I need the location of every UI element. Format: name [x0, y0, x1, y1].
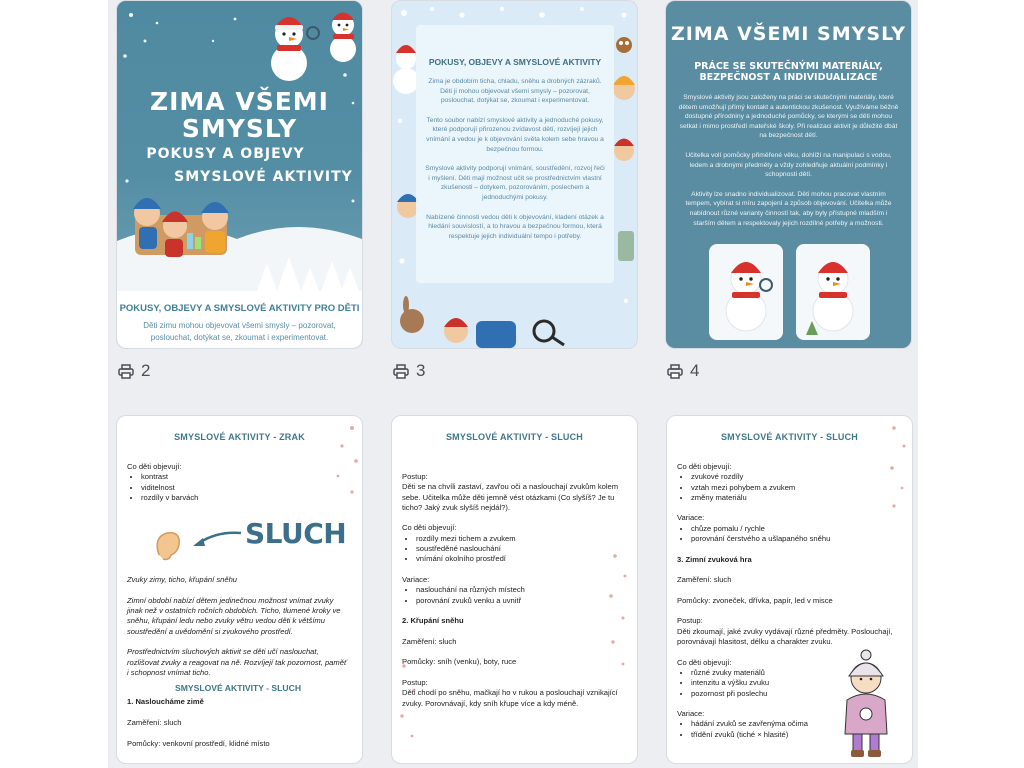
hearing-banner	[127, 503, 349, 575]
section-title: SMYSLOVÉ AKTIVITY - SLUCH	[174, 683, 302, 694]
procedure-label: Postup:	[402, 677, 428, 687]
list-item: • zvukové rozdíly	[691, 472, 899, 482]
print-page-2[interactable]	[118, 361, 150, 381]
page-paragraph-1: Smyslové aktivity jsou založeny na práci se skutečnými materiály, které dětem umožňují přímý kontakt a autentickou zkušenost. Využíváme běžně dostupné přírodniny a jednoduché pomůcky, se kterými se děti mohou setkat i mimo prostředí mateřské školy. Při realizaci aktivit je důležité dbát na bezpečnost dětí.	[678, 94, 899, 140]
page-subheading-line2: BEZPEČNOST A INDIVIDUALIZACE	[699, 72, 878, 83]
page-thumbnail-6[interactable]	[392, 416, 637, 763]
list-item: • změny materiálu	[691, 493, 899, 503]
cover-title-line2: SMYSLY	[181, 114, 298, 143]
list-item: • pozornost při poslechu	[691, 689, 899, 699]
page-heading: ZIMA VŠEMI SMYSLY	[671, 23, 906, 45]
tools-text: Pomůcky: zvoneček, dřívka, papír, led v misce	[677, 595, 833, 605]
cover-subtitle-line1: POKUSY A OBJEVY	[146, 146, 305, 162]
page-paragraph-3: Aktivity lze snadno individualizovat. Děti mohou pracovat vlastním tempem, vybírat si míru zapojení a způsob objevování. Učitelka může nabídnout různé varianty činností tak, aby byly přístupné mladším i starším dětem a respektovaly jejich rozdílné potřeby a možnosti.	[685, 190, 892, 227]
cover-background	[117, 1, 362, 291]
page-subheading-line1: PRÁCE SE SKUTEČNÝMI MATERIÁLY,	[694, 61, 883, 72]
italic-paragraph-2: Prostřednictvím sluchových aktivit se děti učí naslouchat, rozlišovat zvuky a reagovat na ně. Rozvíjejí tak pozornost, paměť i schopnost vnímat ticho.	[127, 647, 347, 677]
activity-title: 2. Křupání sněhu	[402, 616, 464, 626]
printer-icon	[118, 364, 134, 379]
page-paragraph-2: Učitelka volí pomůcky přiměřené věku, dohlíží na manipulaci s vodou, ledem a drobnými předměty a vždy zohledňuje aktuální podmínky i schopnosti dětí.	[685, 151, 892, 179]
print-page-4[interactable]	[667, 361, 699, 381]
procedure-text: Děti chodí po sněhu, mačkají ho v rukou a poslouchají vznikající zvuky. Porovnávají, kdy sníh křupe více a kdy méně.	[402, 688, 618, 708]
hearing-banner-text: SLUCH	[245, 517, 347, 551]
print-page-3[interactable]	[393, 361, 425, 381]
list-item: • hádání zvuků se zavřenýma očima	[691, 719, 899, 729]
page-number: 3	[416, 361, 426, 380]
page-thumbnail-4[interactable]	[666, 1, 911, 348]
tools-text: Pomůcky: sníh (venku), boty, ruce	[402, 657, 517, 667]
variation-label: Variace:	[677, 709, 705, 719]
list-item: • viditelnost	[141, 483, 349, 493]
page-title: SMYSLOVÉ AKTIVITY - ZRAK	[174, 432, 305, 442]
list-item: • rozdíly mezi tichem a zvukem	[416, 534, 624, 544]
focus-text: Zaměření: sluch	[402, 636, 457, 646]
procedure-label: Postup:	[402, 472, 428, 481]
observe-label: Co děti objevují:	[402, 523, 457, 533]
intro-paragraph-4: Nabízené činnosti vedou děti k objevování, kladení otázek a hledání souvislostí, a to hravou a bezpečnou formou, která respektuje jejich individuální tempo i potřeby.	[426, 213, 604, 240]
procedure-text: Děti se na chvíli zastaví, zavřou oči a naslouchají zvukům kolem sebe. Učitelka může děti jemně vést otázkami (Co slyšíš? Je tu ticho? Jaký zvuk slyšíš nejdál?).	[402, 482, 619, 512]
list-item: • rozdíly v barvách	[141, 493, 349, 503]
snowman-cards-illustration	[666, 239, 911, 348]
cover-subtitle-line2: SMYSLOVÉ AKTIVITY	[174, 169, 353, 185]
intro-paragraph-2: Tento soubor nabízí smyslové aktivity a jednoduché pokusy, které podporují přirozenou zvídavost dětí, rozvíjejí jejich vnímání a vedou je k objevování světa kolem sebe hravou a bezpečnou formou.	[426, 116, 604, 153]
page-number: 2	[141, 361, 151, 380]
page-title: SMYSLOVÉ AKTIVITY - SLUCH	[720, 432, 858, 442]
list-item: • soustředěné naslouchání	[416, 544, 624, 554]
list-item: • naslouchání na různých místech	[416, 585, 624, 595]
list-item: • různé zvuky materiálů	[691, 668, 899, 678]
intro-text-box	[416, 25, 614, 283]
list-item: • intenzitu a výšku zvuku	[691, 678, 899, 688]
list-item: • porovnání čerstvého a ušlapaného sněhu	[691, 534, 899, 544]
intro-paragraph-3: Smyslové aktivity podporují vnímání, soustředění, rozvoj řeči i myšlení. Děti mají možnost učit se prostřednictvím vlastní zkušenosti – dotykem, pozorováním, poslechem a jednoduchými pokusy.	[425, 165, 605, 201]
observe-label: Co děti objevují:	[677, 462, 732, 471]
focus-text: Zaměření: sluch	[127, 718, 182, 728]
italic-paragraph-1: Zimní období nabízí dětem jedinečnou možnost vnímat zvuky jinak než v ostatních ročních obdobích. Ticho, tlumené kroky ve sněhu, křupání ledu nebo zvuky větru vedou děti k většímu soustředění a uvědomění si zvukového prostředí.	[127, 595, 341, 636]
list-item: • chůze pomalu / rychle	[691, 524, 899, 534]
cover-title-line1: ZIMA VŠEMI	[150, 87, 329, 116]
list-item: • porovnání zvuků venku a uvnitř	[416, 596, 624, 606]
variation-label: Variace:	[677, 513, 705, 523]
intro-heading: POKUSY, OBJEVY A SMYSLOVÉ AKTIVITY	[428, 57, 602, 67]
procedure-text: Děti zkoumají, jaké zvuky vydávají různé předměty. Poslouchají, porovnávají hlasitost, délku a charakter zvuku.	[677, 626, 893, 647]
intro-paragraph-1: Zima je obdobím ticha, chladu, sněhu a drobných zázraků. Děti ji mohou objevovat všemi smysly – pozorovat, poslouchat, dotýkat se, zkoumat i experimentovat.	[428, 78, 602, 105]
italic-title: Zvuky zimy, ticho, křupání sněhu	[127, 575, 238, 585]
cover-footer-heading: POKUSY, OBJEVY A SMYSLOVÉ AKTIVITY PRO DĚTI	[119, 303, 360, 314]
page-number: 4	[690, 361, 700, 380]
printer-icon	[667, 364, 683, 379]
page-thumbnail-2[interactable]	[117, 1, 362, 348]
activity-title: 3. Zimní zvuková hra	[677, 554, 752, 564]
cover-footer	[117, 291, 362, 348]
arrow-left-icon	[191, 529, 243, 549]
list-item: • kontrast	[141, 472, 349, 482]
page-thumbnail-3[interactable]	[392, 1, 637, 348]
ear-icon	[147, 525, 187, 565]
observe-label: Co děti objevují:	[677, 657, 732, 667]
observe-label: Co děti objevují:	[127, 462, 182, 471]
list-item: • třídění zvuků (tiché × hlasité)	[691, 730, 899, 740]
cover-footer-text: Děti zimu mohou objevovat všemi smysly – pozorovat, poslouchat, dotýkat se, zkoumat i experimentovat.	[143, 321, 336, 342]
tools-text: Pomůcky: venkovní prostředí, klidné místo	[127, 738, 270, 748]
page-thumbnail-7[interactable]	[667, 416, 912, 763]
list-item: • vztah mezi pohybem a zvukem	[691, 483, 899, 493]
activity-title: 1. Nasloucháme zimě	[127, 697, 204, 707]
list-item: • vnímání okolního prostředí	[416, 554, 624, 564]
variation-label: Variace:	[402, 574, 430, 584]
procedure-label: Postup:	[677, 616, 703, 626]
page-thumbnail-5[interactable]	[117, 416, 362, 763]
focus-text: Zaměření: sluch	[677, 575, 732, 585]
page-title: SMYSLOVÉ AKTIVITY - SLUCH	[445, 432, 583, 442]
printer-icon	[393, 364, 409, 379]
